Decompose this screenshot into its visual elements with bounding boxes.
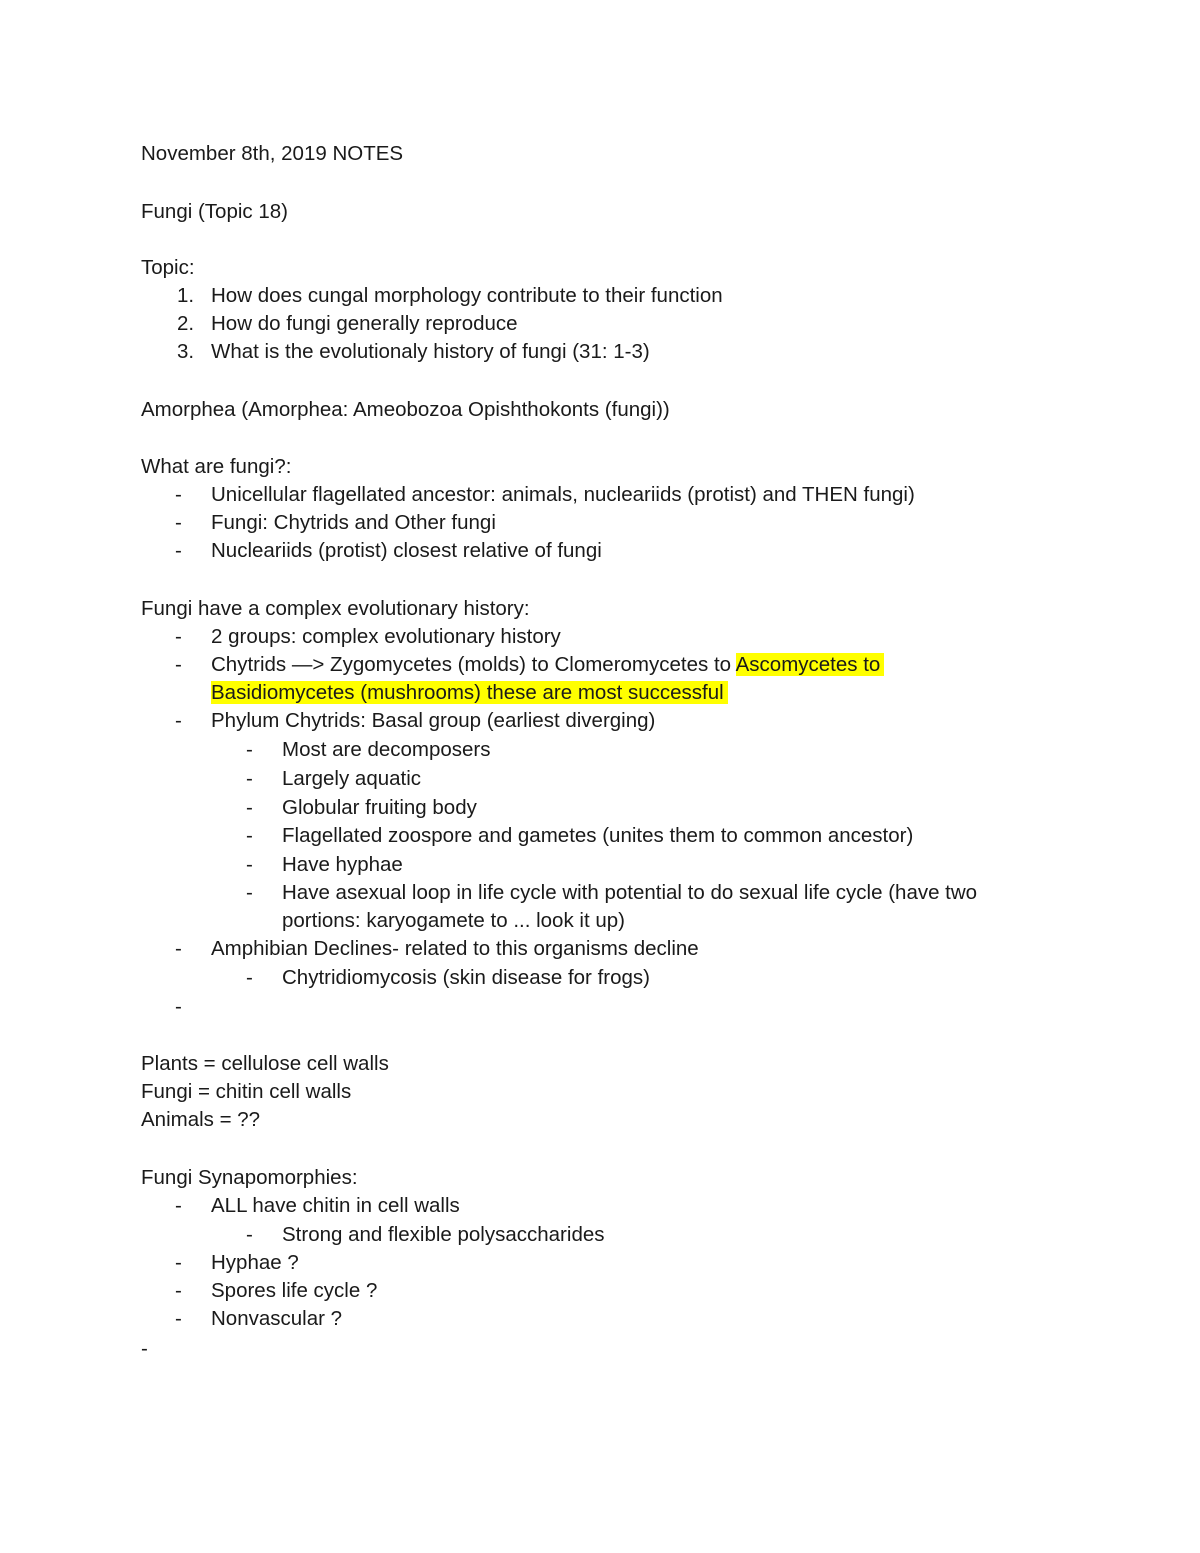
bullet: - xyxy=(175,709,182,732)
bullet: - xyxy=(175,625,182,648)
title-text: November 8th, 2019 NOTES xyxy=(141,142,404,165)
subtitle-text: Fungi (Topic 18) xyxy=(141,200,288,223)
highlighted-text: Ascomycetes to xyxy=(736,653,885,676)
bullet: - xyxy=(175,539,182,562)
highlighted-text: Basidiomycetes (mushrooms) these are most successful xyxy=(211,681,728,704)
bullet: - xyxy=(246,966,253,989)
list-item-text: Nonvascular ? xyxy=(211,1307,343,1330)
list-item-text: Fungi: Chytrids and Other fungi xyxy=(211,511,496,534)
bullet: - xyxy=(246,796,253,819)
bullet: - xyxy=(175,511,182,534)
list-item-text xyxy=(211,679,728,707)
list-item-text: Have hyphae xyxy=(282,853,403,876)
list-item-text: Spores life cycle ? xyxy=(211,1279,378,1302)
bullet: - xyxy=(175,1194,182,1217)
bullet: - xyxy=(246,881,253,904)
list-item-text: Have asexual loop in life cycle with potential to do sexual life cycle (have two xyxy=(282,881,978,904)
heading-text: Fungi have a complex evolutionary history: xyxy=(141,597,530,620)
bullet: - xyxy=(141,1337,148,1360)
list-item-text: Most are decomposers xyxy=(282,738,491,761)
list-item-text: Unicellular flagellated ancestor: animals, nucleariids (protist) and THEN fungi) xyxy=(211,483,915,506)
list-item-text: Hyphae ? xyxy=(211,1251,299,1274)
list-item-text: How do fungi generally reproduce xyxy=(211,312,518,335)
list-item-text: portions: karyogamete to ... look it up) xyxy=(282,909,625,932)
list-number: 3. xyxy=(177,340,195,363)
list-item-text: 2 groups: complex evolutionary history xyxy=(211,625,561,648)
list-item-text: Nucleariids (protist) closest relative of fungi xyxy=(211,539,602,562)
list-item-text: Globular fruiting body xyxy=(282,796,477,819)
bullet: - xyxy=(175,483,182,506)
list-number: 2. xyxy=(177,312,195,335)
list-item-text xyxy=(211,651,884,679)
amorphea-text: Amorphea (Amorphea: Ameobozoa Opishthokonts (fungi)) xyxy=(141,398,670,421)
walls-text: Fungi = chitin cell walls xyxy=(141,1080,352,1103)
bullet: - xyxy=(246,767,253,790)
list-item-text: Chytridiomycosis (skin disease for frogs) xyxy=(282,966,650,989)
walls-text: Plants = cellulose cell walls xyxy=(141,1052,389,1075)
list-item-text: Phylum Chytrids: Basal group (earliest diverging) xyxy=(211,709,656,732)
list-item-text: How does cungal morphology contribute to their function xyxy=(211,284,723,307)
list-item-text: ALL have chitin in cell walls xyxy=(211,1194,460,1217)
bullet: - xyxy=(246,738,253,761)
bullet: - xyxy=(175,1251,182,1274)
bullet: - xyxy=(175,995,182,1018)
list-item-text: What is the evolutionaly history of fungi (31: 1-3) xyxy=(211,340,650,363)
list-item-text: Flagellated zoospore and gametes (unites them to common ancestor) xyxy=(282,824,914,847)
list-number: 1. xyxy=(177,284,195,307)
topic-heading-text: Topic: xyxy=(141,256,195,279)
list-item-text: Strong and flexible polysaccharides xyxy=(282,1223,605,1246)
bullet: - xyxy=(246,1223,253,1246)
bullet: - xyxy=(175,1307,182,1330)
walls-text: Animals = ?? xyxy=(141,1108,261,1131)
bullet: - xyxy=(246,824,253,847)
heading-text: What are fungi?: xyxy=(141,455,292,478)
heading-text: Fungi Synapomorphies: xyxy=(141,1166,358,1189)
bullet: - xyxy=(175,1279,182,1302)
list-item-text: Largely aquatic xyxy=(282,767,422,790)
plain-text: Chytrids —> Zygomycetes (molds) to Clomeromycetes to xyxy=(211,653,736,676)
bullet: - xyxy=(175,937,182,960)
bullet: - xyxy=(246,853,253,876)
list-item-text: Amphibian Declines- related to this organisms decline xyxy=(211,937,699,960)
bullet: - xyxy=(175,653,182,676)
